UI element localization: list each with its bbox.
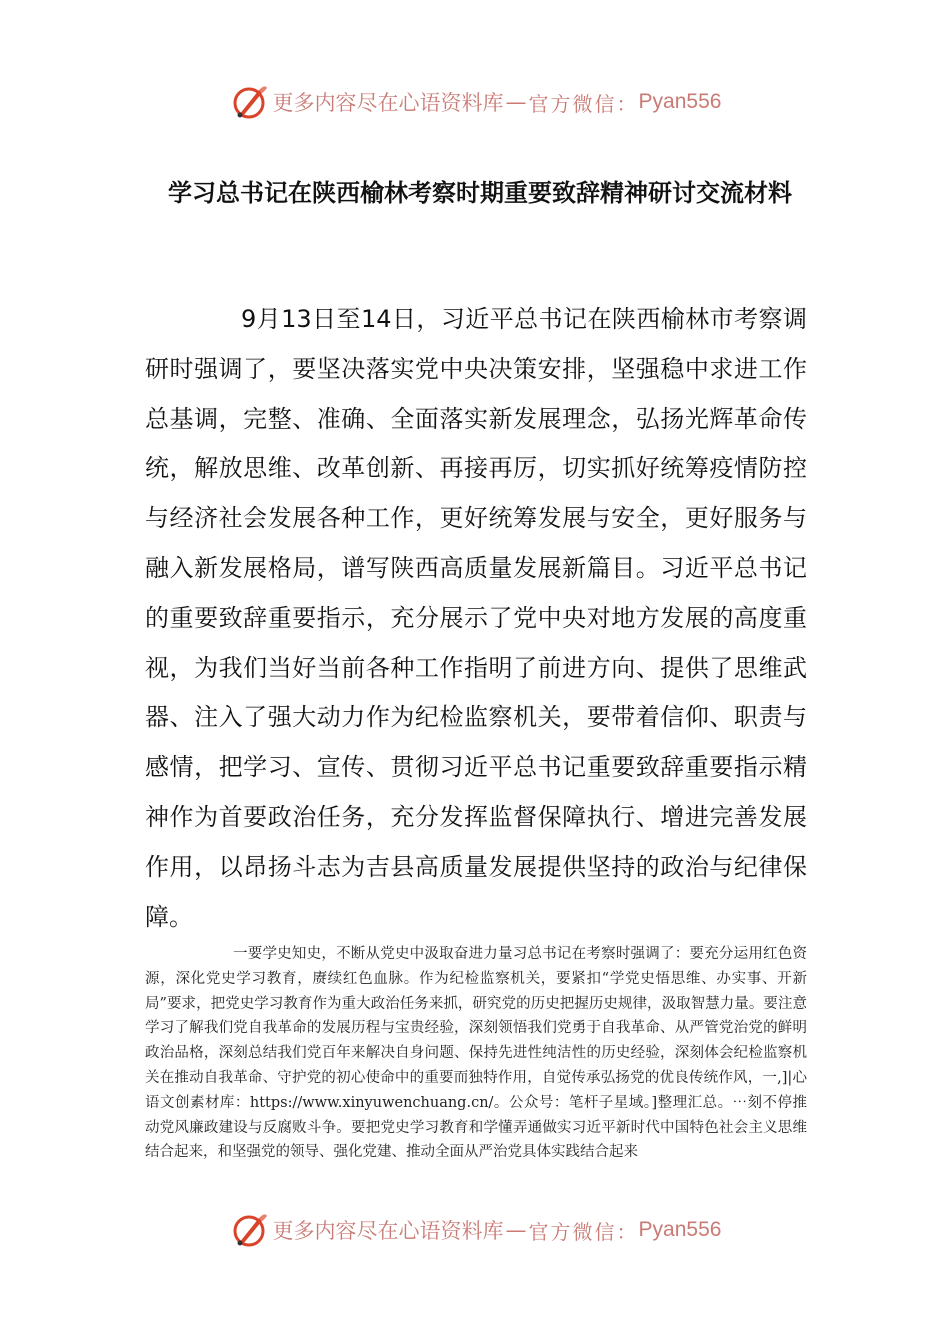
banner-brand-text: 更多内容尽在心语资料库 bbox=[272, 1219, 504, 1243]
header-banner bbox=[0, 77, 950, 127]
banner-separator: — bbox=[505, 90, 527, 114]
footer-banner bbox=[0, 1205, 950, 1255]
banner-wechat-id: Pyan556 bbox=[638, 90, 722, 113]
main-paragraph: 9月13日至14日，习近平总书记在陕西榆林市考察调研时强调了，要坚决落实党中央决策安排，坚强稳中求进工作总基调，完整、准确、全面落实新发展理念，弘扬光辉革命传统，解放思维、改革创新、再接再厉，切实抓好统筹疫情防控与经济社会发展各种工作，更好统筹发展与安全，更好服务与融入新发展格局，谱写陕西高质量发展新篇目。习近平总书记的重要致辞重要指示，充分展示了党中央对地方发展的高度重视，为我们当好当前各种工作指明了前进方向、提供了思维武器、注入了强大动力作为纪检监察机关，要带着信仰、职责与感情，把学习、宣传、贯彻习近平总书记重要致辞重要指示精神作为首要政治任务，充分发挥监督保障执行、增进完善发展作用，以昂扬斗志为吉县高质量发展提供坚持的政治与纪律保障。 bbox=[145, 305, 807, 931]
quill-pen-logo-icon bbox=[229, 82, 269, 122]
banner-brand-text: 更多内容尽在心语资料库 bbox=[272, 91, 504, 115]
banner-wechat-label: 官方微信： bbox=[528, 91, 639, 116]
document-title: 学习总书记在陕西榆林考察时期重要致辞精神研讨交流材料 bbox=[168, 179, 792, 207]
banner-wechat-id: Pyan556 bbox=[638, 1218, 722, 1241]
quill-pen-logo-icon bbox=[229, 1210, 269, 1250]
banner-wechat-label: 官方微信： bbox=[528, 1219, 639, 1244]
banner-separator: — bbox=[505, 1218, 527, 1242]
small-paragraph: 一要学史知史，不断从党史中汲取奋进力量习总书记在考察时强调了：要充分运用红色资源，深化党史学习教育，赓续红色血脉。作为纪检监察机关，要紧扣“学党史悟思维、办实事、开新局”要求，把党史学习教育作为重大政治任务来抓，研究党的历史把握历史规律，汲取智慧力量。要注意学习了解我们党自我革命的发展历程与宝贵经验，深刻领悟我们党勇于自我革命、从严管党治党的鲜明政治品格，深刻总结我们党百年来解决自身问题、保持先进性纯洁性的历史经验，深刻体会纪检监察机关在推动自我革命、守护党的初心使命中的重要而独特作用，自觉传承弘扬党的优良传统作风，一,]|心语文创素材库：https://www.xinyuwenchuang.cn/。公众号：笔杆子星域。]整理汇总。⋯刻不停推动党风廉政建设与反腐败斗争。要把党史学习教育和学懂弄通做实习近平新时代中国特色社会主义思维结合起来，和坚强党的领导、强化党建、推动全面从严治党具体实践结合起来 bbox=[145, 946, 807, 1161]
